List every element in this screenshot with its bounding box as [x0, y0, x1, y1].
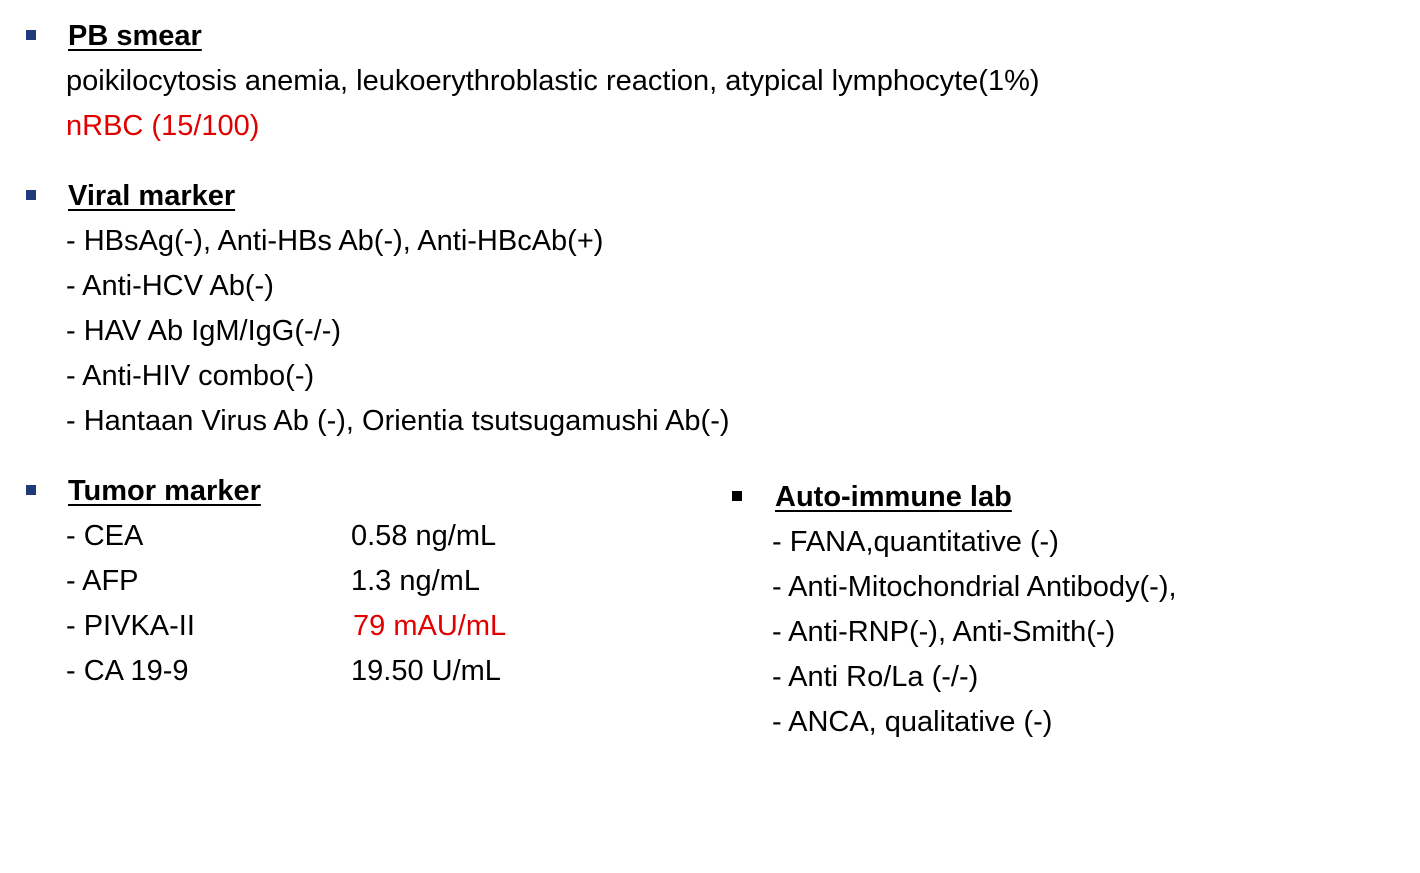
tumor-marker-row — [66, 604, 626, 649]
autoimmune-lab-item: - Anti Ro/La (-/-) — [772, 661, 979, 693]
autoimmune-lab-item: - Anti-RNP(-), Anti-Smith(-) — [772, 616, 1116, 648]
viral-marker-item: - HBsAg(-), Anti-HBs Ab(-), Anti-HBcAb(+) — [66, 225, 604, 257]
tumor-marker-value-abnormal: 79 mAU/mL — [353, 610, 507, 642]
pb-smear-heading-row — [26, 14, 1326, 59]
tumor-marker-value: 1.3 ng/mL — [351, 565, 480, 597]
autoimmune-lab-item: - ANCA, qualitative (-) — [772, 706, 1053, 738]
tumor-marker-row — [66, 514, 626, 559]
autoimmune-lab-item: - Anti-Mitochondrial Antibody(-), — [772, 571, 1177, 603]
autoimmune-lab-heading-row — [732, 475, 1392, 520]
pb-smear-findings: poikilocytosis anemia, leukoerythroblastic reaction, atypical lymphocyte(1%) — [66, 65, 1040, 97]
autoimmune-lab-item: - FANA,quantitative (-) — [772, 526, 1059, 558]
pb-smear-nrbc: nRBC (15/100) — [66, 110, 260, 142]
tumor-marker-name: - PIVKA-II — [66, 610, 195, 642]
autoimmune-lab-section — [732, 475, 1392, 745]
square-bullet-icon — [26, 190, 36, 200]
tumor-marker-name: - CA 19-9 — [66, 655, 189, 687]
tumor-marker-row — [66, 649, 626, 694]
square-bullet-icon — [26, 30, 36, 40]
autoimmune-lab-heading: Auto-immune lab — [775, 481, 1012, 513]
pb-smear-heading: PB smear — [68, 20, 202, 52]
tumor-marker-value: 19.50 U/mL — [351, 655, 501, 687]
viral-marker-heading: Viral marker — [68, 180, 236, 212]
viral-marker-item: - Hantaan Virus Ab (-), Orientia tsutsugamushi Ab(-) — [66, 405, 730, 437]
square-bullet-icon — [26, 485, 36, 495]
tumor-marker-row — [66, 559, 626, 604]
viral-marker-item: - Anti-HCV Ab(-) — [66, 270, 274, 302]
tumor-marker-name: - AFP — [66, 565, 139, 597]
tumor-marker-heading: Tumor marker — [68, 475, 261, 507]
viral-marker-item: - HAV Ab IgM/IgG(-/-) — [66, 315, 342, 347]
tumor-marker-section — [26, 469, 626, 694]
viral-marker-heading-row — [26, 174, 1326, 219]
viral-marker-section — [26, 174, 1326, 444]
tumor-marker-value: 0.58 ng/mL — [351, 520, 497, 552]
pb-smear-section — [26, 14, 1326, 149]
square-bullet-icon — [732, 491, 742, 501]
tumor-marker-name: - CEA — [66, 520, 144, 552]
viral-marker-item: - Anti-HIV combo(-) — [66, 360, 315, 392]
tumor-marker-heading-row — [26, 469, 626, 514]
